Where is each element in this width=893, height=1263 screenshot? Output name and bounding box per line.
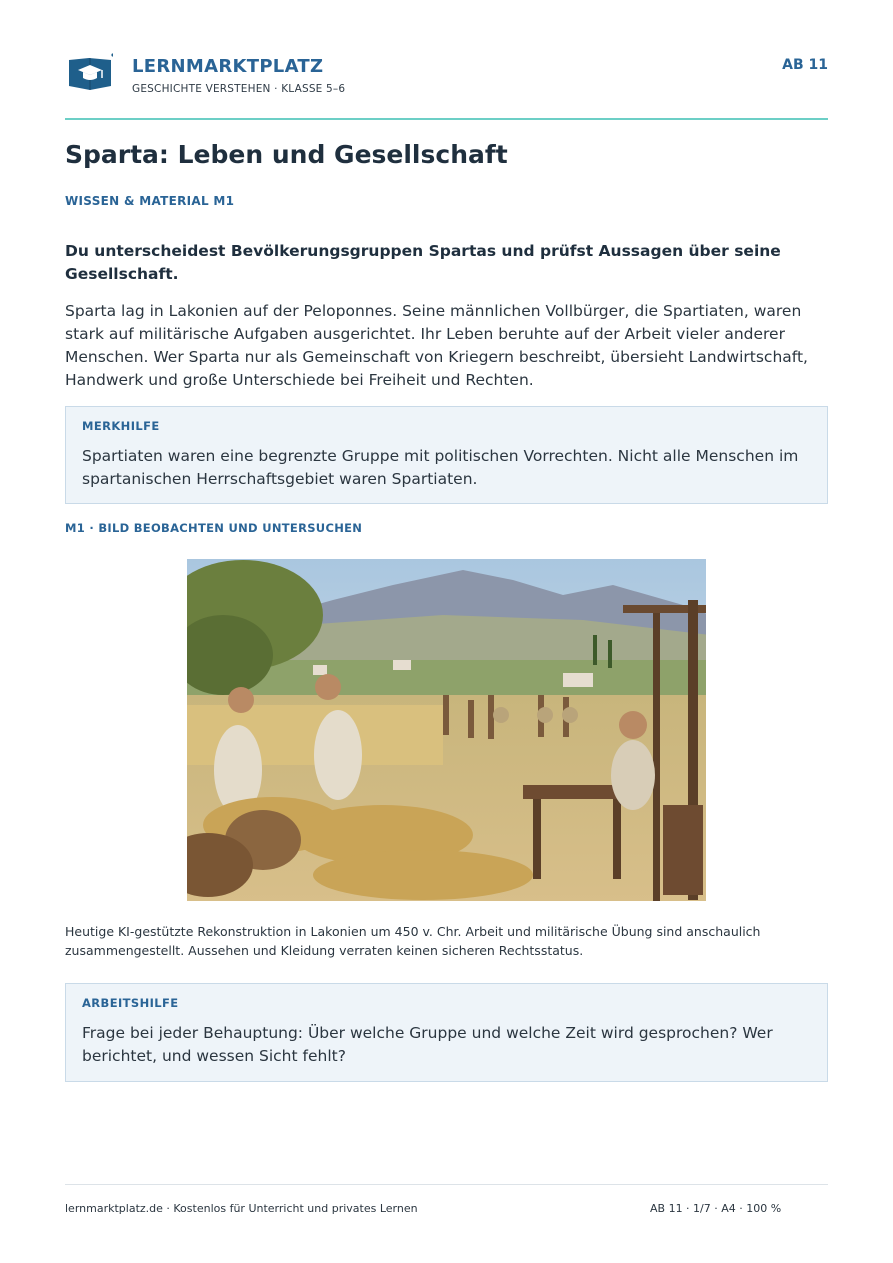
brand-subtitle: GESCHICHTE VERSTEHEN · KLASSE 5–6 [132, 83, 346, 95]
figure-caption: Heutige KI-gestützte Rekonstruktion in Lakonien um 450 v. Chr. Arbeit und militärische Übung sind anschaulich zusammengestellt. Aussehen und Kleidung verraten keinen sicheren Rechtsstatus. [65, 924, 761, 958]
sparta-reconstruction-image [183, 555, 710, 905]
brand-name: LERNMARKTPLATZ [132, 56, 324, 77]
graduation-cap-book-icon [67, 52, 113, 92]
intro-paragraph: Sparta lag in Lakonien auf der Peloponnes. Seine männlichen Vollbürger, die Spartiaten, waren stark auf militärische Aufgaben ausgerichtet. Ihr Leben beruhte auf der Arbeit vieler anderer Menschen. Wer Sparta nur als Gemeinschaft von Kriegern beschreibt, übersieht Landwirtschaft, Handwerk und große Unterschiede bei Freiheit und Rechten. [65, 302, 808, 389]
merkhilfe-title: MERKHILFE [82, 419, 160, 433]
learning-goal: Du unterscheidest Bevölkerungsgruppen Spartas und prüfst Aussagen über seine Gesellschaft. [65, 242, 781, 283]
header-divider [65, 118, 828, 120]
sheet-id: AB 11 [782, 57, 828, 73]
m1-label: M1 · BILD BEOBACHTEN UND UNTERSUCHEN [65, 521, 363, 535]
section-kicker: WISSEN & MATERIAL M1 [65, 194, 235, 208]
footer-divider [65, 1184, 828, 1185]
footer-page-info: AB 11 · 1/7 · A4 · 100 % [650, 1202, 782, 1215]
arbeitshilfe-text: Frage bei jeder Behauptung: Über welche Gruppe und welche Zeit wird gesprochen? Wer berichtet, und wessen Sicht fehlt? [82, 1024, 773, 1065]
merkhilfe-box [65, 406, 828, 504]
page-header [65, 52, 828, 102]
footer-left-text: lernmarktplatz.de · Kostenlos für Unterricht und privates Lernen [65, 1202, 418, 1215]
arbeitshilfe-box [65, 983, 828, 1082]
arbeitshilfe-title: ARBEITSHILFE [82, 996, 179, 1010]
page-title: Sparta: Leben und Gesellschaft [65, 140, 508, 169]
merkhilfe-text: Spartiaten waren eine begrenzte Gruppe mit politischen Vorrechten. Nicht alle Menschen im spartanischen Herrschaftsgebiet waren Spartiaten. [82, 447, 799, 488]
